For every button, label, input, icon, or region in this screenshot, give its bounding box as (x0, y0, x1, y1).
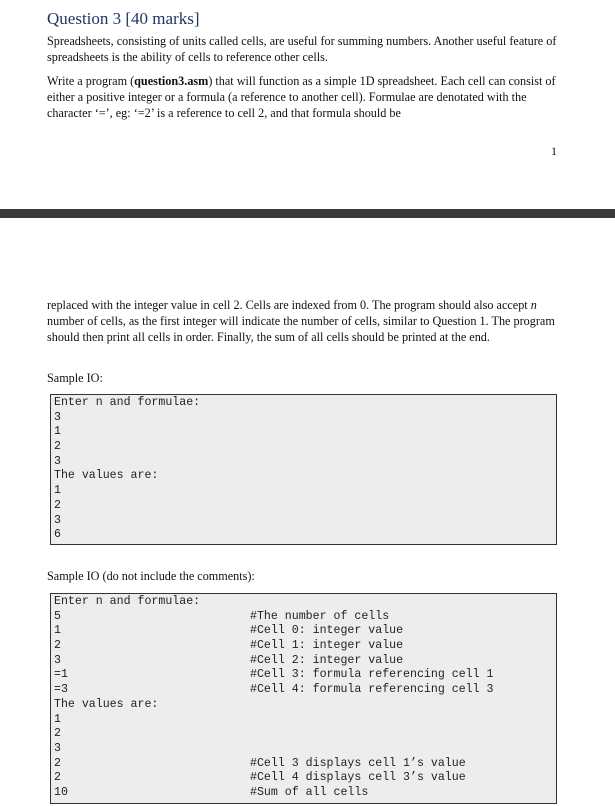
code-line: 6 (54, 528, 61, 542)
code-line-text: 3 (54, 741, 61, 755)
code-line: Enter n and formulae: (54, 396, 201, 409)
code-line (54, 771, 556, 786)
continuation-text-rest: number of cells, as the first integer will indicate the number of cells, similar to Question 1. The program should then print all cells in order. Finally, the sum of all cells should be printed at the end. (47, 314, 555, 344)
code-line (54, 668, 556, 683)
code-line: 1 (54, 484, 61, 498)
code-line-text: =1 (54, 668, 68, 682)
code-comment: #Cell 0: integer value (250, 624, 404, 638)
continuation-text-start: replaced with the integer value in cell 2. Cells are indexed from 0. The program should also accept (47, 298, 531, 312)
code-line (54, 713, 556, 728)
code-line (54, 786, 556, 801)
code-line (54, 757, 556, 772)
code-line-text: 1 (54, 624, 61, 638)
task-paragraph (47, 73, 567, 121)
sample-io-label-2: Sample IO (do not include the comments): (47, 569, 255, 583)
code-line (54, 727, 556, 742)
code-line-text: Enter n and formulae: (54, 595, 201, 608)
code-comment: #Cell 3: formula referencing cell 1 (250, 668, 494, 682)
code-comment: #The number of cells (250, 609, 390, 623)
code-comment: #Cell 4 displays cell 3’s value (250, 771, 466, 785)
code-line-text: 2 (54, 756, 61, 770)
code-line: 2 (54, 498, 61, 512)
question-title: Question 3 [40 marks] (47, 9, 200, 28)
code-line: 3 (54, 410, 61, 424)
task-text-start: Write a program ( (47, 74, 135, 88)
code-comment: #Cell 4: formula referencing cell 3 (250, 683, 494, 697)
sample-io-box-2 (50, 593, 557, 804)
code-line (54, 595, 556, 610)
code-line-text: 10 (54, 785, 68, 799)
code-line-text: 2 (54, 639, 61, 653)
code-line: The values are: (54, 469, 159, 483)
code-line (54, 639, 556, 654)
code-line-text: 1 (54, 712, 61, 726)
code-line-text: 2 (54, 727, 61, 741)
code-line (54, 624, 556, 639)
continuation-paragraph (47, 297, 567, 345)
code-line-text: =3 (54, 683, 68, 697)
code-line-text: The values are: (54, 697, 159, 711)
sample-io-label-1: Sample IO: (47, 371, 103, 385)
code-comment: #Sum of all cells (250, 785, 369, 799)
page-number: 1 (551, 144, 557, 158)
code-line-text: 5 (54, 609, 61, 623)
task-text-rest: ) that will function as a simple 1D spreadsheet. Each cell can consist of either a positive integer or a formula (a reference to another cell). Formulae are denotated with the character ‘=’, eg: ‘=2’ is a reference to cell 2, and that formula should be (47, 74, 556, 120)
code-line-text: 2 (54, 771, 61, 785)
code-line-text: 3 (54, 653, 61, 667)
code-comment: #Cell 1: integer value (250, 639, 404, 653)
page-divider (0, 209, 615, 218)
code-line (54, 683, 556, 698)
code-line (54, 742, 556, 757)
code-comment: #Cell 2: integer value (250, 653, 404, 667)
intro-paragraph: Spreadsheets, consisting of units called cells, are useful for summing numbers. Another useful feature of spreadsheets is the ability of cells to reference other cells. (47, 34, 557, 64)
variable-n: n (530, 298, 537, 312)
code-line: 2 (54, 440, 61, 454)
code-line (54, 610, 556, 625)
sample-io-box-1 (50, 394, 557, 545)
code-comment: #Cell 3 displays cell 1’s value (250, 756, 466, 770)
code-line (54, 654, 556, 669)
code-line: 3 (54, 513, 61, 527)
code-line: 3 (54, 454, 61, 468)
code-line (54, 698, 556, 713)
code-line: 1 (54, 425, 61, 439)
program-filename: question3.asm (134, 74, 209, 88)
